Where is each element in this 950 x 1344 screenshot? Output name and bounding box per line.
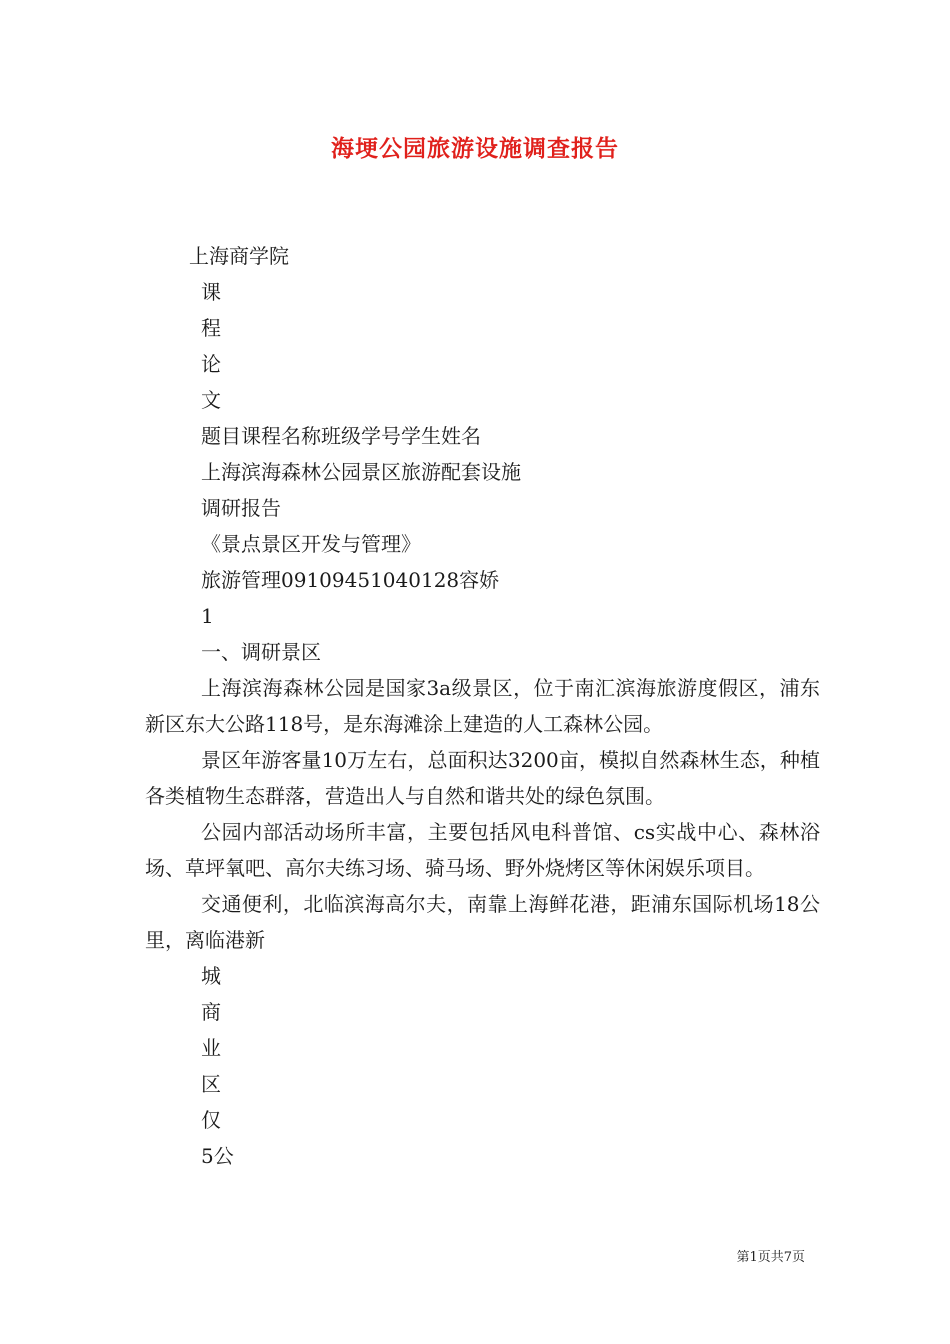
- paragraph: 景区年游客量10万左右，总面积达3200亩，模拟自然森林生态，种植各类植物生态群落，营造出人与自然和谐共处的绿色氛围。: [145, 748, 820, 808]
- cover-char: 程: [201, 316, 221, 340]
- cover-char: 论: [201, 352, 221, 376]
- paragraph: 交通便利，北临滨海高尔夫，南靠上海鲜花港，距浦东国际机场18公里，离临港新: [145, 892, 820, 952]
- paragraph: 公园内部活动场所丰富，主要包括风电科普馆、cs实战中心、森林浴场、草坪氧吧、高尔夫练习场、骑马场、野外烧烤区等休闲娱乐项目。: [145, 820, 820, 880]
- trailing-char: 商: [201, 1000, 221, 1024]
- section-heading: 一、调研景区: [201, 640, 321, 664]
- trailing-char: 区: [201, 1072, 221, 1096]
- topic-line: 调研报告: [201, 496, 281, 520]
- trailing-char: 城: [201, 964, 221, 988]
- page-number: 第1页共7页: [736, 1250, 805, 1265]
- cover-char: 课: [201, 280, 221, 304]
- paragraph: 上海滨海森林公园是国家3a级景区，位于南汇滨海旅游度假区，浦东新区东大公路118号，是东海滩涂上建造的人工森林公园。: [145, 676, 820, 736]
- course-name: 《景点景区开发与管理》: [201, 532, 421, 556]
- trailing-char: 仅: [201, 1108, 221, 1132]
- topic-line: 上海滨海森林公园景区旅游配套设施: [201, 460, 521, 484]
- trailing-char: 5公: [201, 1144, 234, 1168]
- student-info: 旅游管理09109451040128容娇: [201, 568, 500, 592]
- cover-char: 文: [201, 388, 221, 412]
- document-title: 海埂公园旅游设施调查报告: [331, 135, 619, 162]
- cover-number: 1: [201, 604, 214, 628]
- field-labels: 题目课程名称班级学号学生姓名: [201, 424, 481, 448]
- document-body: [145, 238, 820, 1174]
- school-name: 上海商学院: [189, 244, 289, 268]
- trailing-char: 业: [201, 1036, 221, 1060]
